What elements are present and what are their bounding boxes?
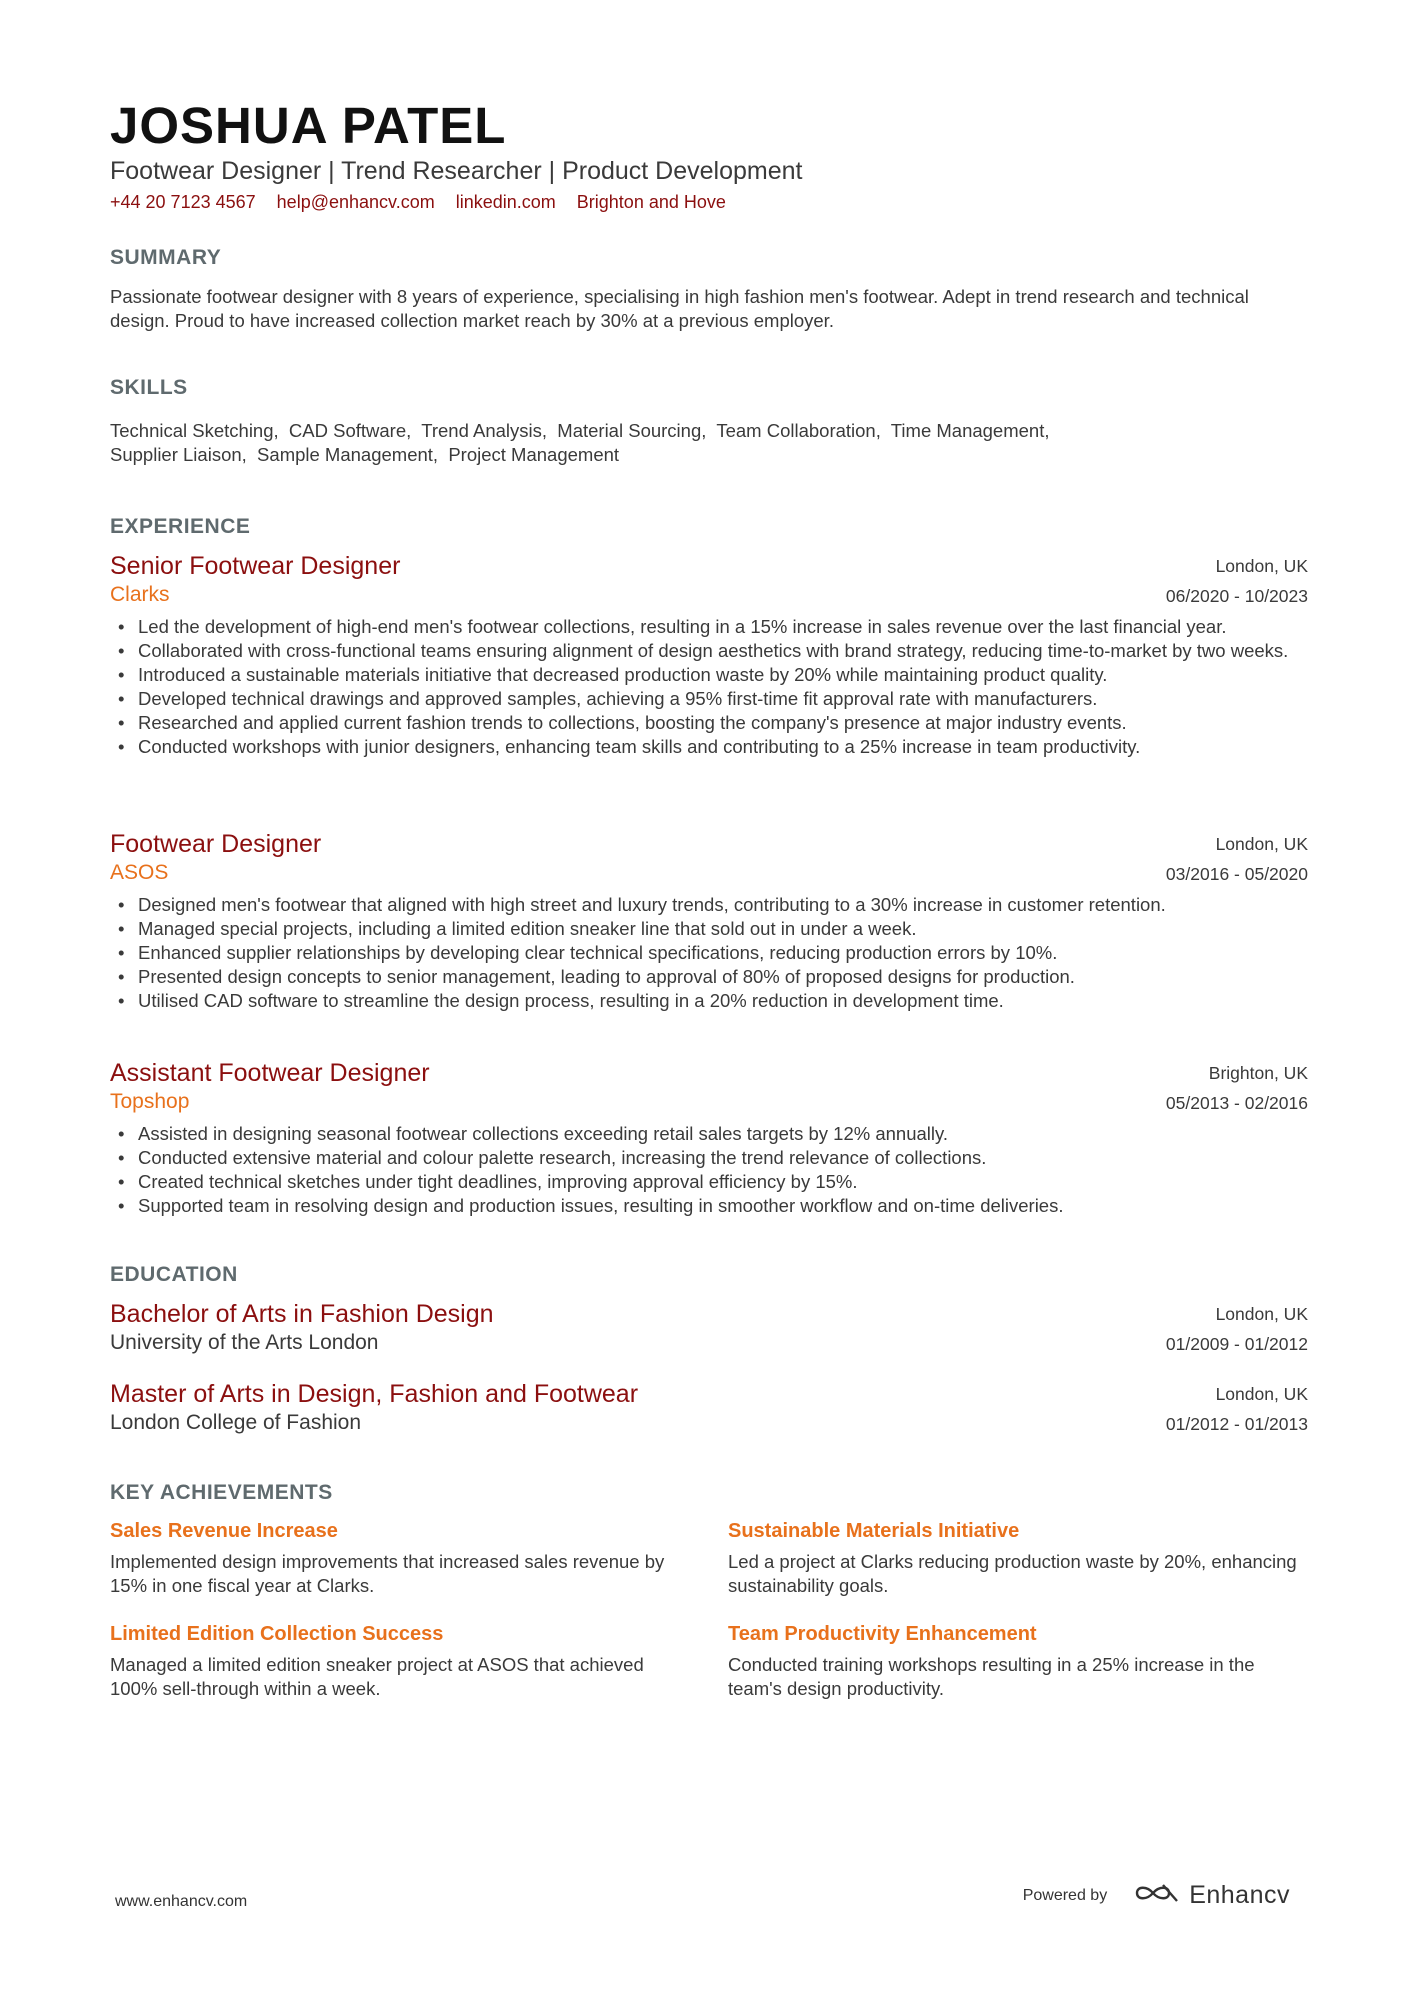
bullet-item: • Developed technical drawings and approved samples, achieving a 95% first-time fit approval rate with manufacturers. bbox=[138, 687, 1308, 711]
job-title: Senior Footwear Designer bbox=[110, 552, 401, 580]
bullet-item: • Supported team in resolving design and production issues, resulting in smoother workflow and on-time deliveries. bbox=[138, 1194, 1308, 1218]
linkedin-link[interactable]: linkedin.com bbox=[455, 192, 556, 212]
bullet-item: • Enhanced supplier relationships by developing clear technical specifications, reducing production errors by 10%. bbox=[138, 941, 1308, 965]
job-meta bbox=[1166, 1058, 1308, 1118]
bullet-item: • Designed men's footwear that aligned with high street and luxury trends, contributing to a 30% increase in customer retention. bbox=[138, 893, 1308, 917]
achievement-title: Team Productivity Enhancement bbox=[728, 1623, 1037, 1645]
skills-line-1: Technical Sketching, CAD Software, Trend Analysis, Material Sourcing, Team Collaboration, Time Management, bbox=[110, 420, 1050, 441]
achievement-title: Limited Edition Collection Success bbox=[110, 1623, 444, 1645]
degree-title: Bachelor of Arts in Fashion Design bbox=[110, 1300, 494, 1328]
bullet-item: • Created technical sketches under tight deadlines, improving approval efficiency by 15%. bbox=[138, 1170, 1308, 1194]
bullet-item: • Assisted in designing seasonal footwear collections exceeding retail sales targets by 12% annually. bbox=[138, 1122, 1308, 1146]
footer-branding bbox=[1023, 1880, 1290, 1911]
job-entry bbox=[110, 829, 1308, 1013]
section-title-experience: EXPERIENCE bbox=[110, 515, 251, 538]
job-bullets bbox=[110, 1122, 1308, 1218]
achievement-description: Implemented design improvements that increased sales revenue by 15% in one fiscal year at Clarks. bbox=[110, 1551, 665, 1596]
skills-list bbox=[110, 419, 1310, 467]
job-entry bbox=[110, 551, 1308, 759]
achievement-title: Sales Revenue Increase bbox=[110, 1520, 338, 1542]
candidate-name: JOSHUA PATEL bbox=[110, 97, 507, 154]
job-meta bbox=[1166, 551, 1308, 611]
achievement-description: Managed a limited edition sneaker project at ASOS that achieved 100% sell-through within a week. bbox=[110, 1654, 644, 1699]
bullet-item: • Introduced a sustainable materials initiative that decreased production waste by 20% while maintaining product quality. bbox=[138, 663, 1308, 687]
job-bullets bbox=[110, 893, 1308, 1013]
section-title-summary: SUMMARY bbox=[110, 246, 222, 269]
section-title-skills: SKILLS bbox=[110, 376, 188, 399]
school-name: University of the Arts London bbox=[110, 1331, 379, 1354]
achievement-item bbox=[728, 1621, 1298, 1701]
degree-title: Master of Arts in Design, Fashion and Footwear bbox=[110, 1380, 639, 1408]
skills-line-2: Supplier Liaison, Sample Management, Project Management bbox=[110, 444, 620, 465]
powered-by-label: Powered by bbox=[1022, 1886, 1108, 1904]
phone[interactable]: +44 20 7123 4567 bbox=[110, 192, 256, 212]
job-bullets bbox=[110, 615, 1308, 759]
footer-website-link[interactable]: www.enhancv.com bbox=[115, 1893, 248, 1910]
contact-line bbox=[110, 191, 742, 213]
job-company: Clarks bbox=[110, 583, 170, 606]
job-location: London, UK bbox=[1215, 556, 1308, 576]
section-title-education: EDUCATION bbox=[110, 1263, 238, 1286]
enhancv-brand-name[interactable]: Enhancv bbox=[1189, 1881, 1290, 1909]
section-title-key-achievements: KEY ACHIEVEMENTS bbox=[110, 1481, 333, 1504]
achievement-description: Led a project at Clarks reducing production waste by 20%, enhancing sustainability goals. bbox=[728, 1551, 1297, 1596]
achievement-item bbox=[110, 1518, 680, 1598]
job-title: Footwear Designer bbox=[110, 830, 322, 858]
achievement-item bbox=[728, 1518, 1298, 1598]
achievement-description: Conducted training workshops resulting in a 25% increase in the team's design productivity. bbox=[728, 1654, 1255, 1699]
job-company: ASOS bbox=[110, 861, 169, 884]
job-dates: 03/2016 - 05/2020 bbox=[1165, 864, 1308, 884]
bullet-item: • Researched and applied current fashion trends to collections, boosting the company's presence at major industry events. bbox=[138, 711, 1308, 735]
education-location: London, UK bbox=[1215, 1384, 1308, 1404]
bullet-item: • Led the development of high-end men's footwear collections, resulting in a 15% increase in sales revenue over the last financial year. bbox=[138, 615, 1308, 639]
job-entry bbox=[110, 1058, 1308, 1218]
school-name: London College of Fashion bbox=[110, 1411, 362, 1434]
job-company: Topshop bbox=[110, 1090, 190, 1113]
job-title: Assistant Footwear Designer bbox=[110, 1059, 430, 1087]
education-dates: 01/2012 - 01/2013 bbox=[1165, 1414, 1308, 1434]
education-entry bbox=[110, 1379, 1308, 1437]
education-location: London, UK bbox=[1215, 1304, 1308, 1324]
achievement-item bbox=[110, 1621, 680, 1701]
job-dates: 06/2020 - 10/2023 bbox=[1165, 586, 1308, 606]
job-location: London, UK bbox=[1215, 834, 1308, 854]
bullet-item: • Conducted workshops with junior designers, enhancing team skills and contributing to a 25% increase in team productivity. bbox=[138, 735, 1308, 759]
job-meta bbox=[1166, 829, 1308, 889]
bullet-item: • Utilised CAD software to streamline the design process, resulting in a 20% reduction in development time. bbox=[138, 989, 1308, 1013]
bullet-item: • Managed special projects, including a limited edition sneaker line that sold out in under a week. bbox=[138, 917, 1308, 941]
job-dates: 05/2013 - 02/2016 bbox=[1165, 1093, 1308, 1113]
education-meta bbox=[1166, 1299, 1308, 1359]
education-entry bbox=[110, 1299, 1308, 1357]
achievement-title: Sustainable Materials Initiative bbox=[728, 1520, 1020, 1542]
bullet-item: • Collaborated with cross-functional teams ensuring alignment of design aesthetics with brand strategy, reducing time-to-market by two weeks. bbox=[138, 639, 1308, 663]
location: Brighton and Hove bbox=[576, 192, 726, 212]
enhancv-logo-icon bbox=[1133, 1880, 1181, 1911]
summary-text: Passionate footwear designer with 8 years of experience, specialising in high fashion men's footwear. Adept in trend research and technical design. Proud to have increased collection market reach by 30% at a previous employer. bbox=[110, 286, 1249, 331]
education-meta bbox=[1166, 1379, 1308, 1439]
headline: Footwear Designer | Trend Researcher | Product Development bbox=[110, 157, 803, 185]
bullet-item: • Presented design concepts to senior management, leading to approval of 80% of proposed designs for production. bbox=[138, 965, 1308, 989]
job-location: Brighton, UK bbox=[1208, 1063, 1308, 1083]
education-dates: 01/2009 - 01/2012 bbox=[1165, 1334, 1308, 1354]
email-link[interactable]: help@enhancv.com bbox=[276, 192, 435, 212]
bullet-item: • Conducted extensive material and colour palette research, increasing the trend relevance of collections. bbox=[138, 1146, 1308, 1170]
